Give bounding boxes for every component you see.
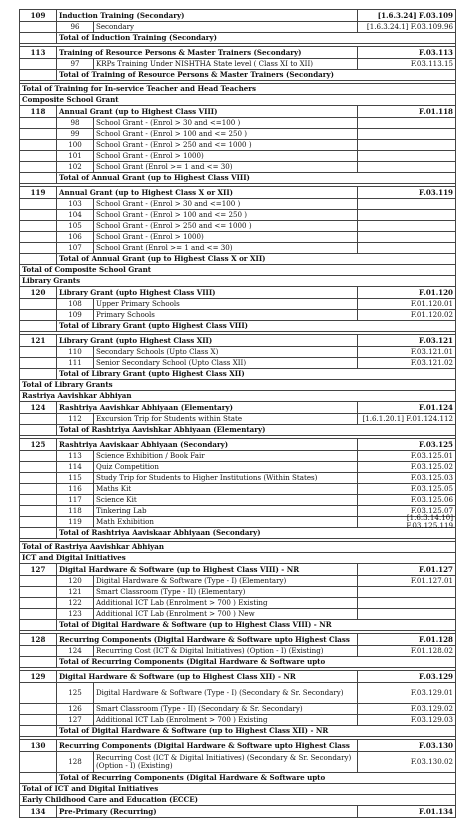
item-row [20, 587, 456, 598]
total-label: Total of Recurring Components (Digital Hardware & Software upto [59, 773, 326, 783]
item-row [20, 140, 456, 151]
section-label: ICT and Digital Initiatives [22, 553, 126, 563]
section-label: Total of Rastriya Aavishkar Abhiyan [22, 542, 165, 552]
item-description: School Grant - (Enrol > 30 and <=100 ) [94, 118, 358, 128]
group-number: 118 [20, 106, 57, 117]
section-label: Composite School Grant [22, 95, 119, 105]
spacer-cell [20, 737, 455, 739]
item-indent [20, 414, 57, 424]
item-code [358, 587, 455, 597]
section-row [20, 84, 456, 95]
item-row [20, 462, 456, 473]
item-row [20, 484, 456, 495]
item-description: Recurring Cost (ICT & Digital Initiatives) (Secondary & Sr. Secondary) (Option - I) (Existing) [94, 752, 358, 772]
total-row [20, 369, 456, 380]
item-number: 108 [57, 299, 94, 309]
group-header-row [20, 671, 456, 683]
item-row [20, 598, 456, 609]
total-indent [20, 173, 57, 183]
group-header-row [20, 10, 456, 22]
item-code [358, 221, 455, 231]
item-number: 121 [57, 587, 94, 597]
item-row [20, 210, 456, 221]
item-row [20, 495, 456, 506]
total-label: Total of Annual Grant (up to Highest Class VIII) [59, 173, 250, 183]
group-code: F.03.125 [419, 439, 453, 449]
item-code [358, 199, 455, 209]
group-title: Library Grant (upto Highest Class VIII) [57, 287, 358, 298]
group-code: F.03.113 [419, 47, 453, 57]
group-header-row [20, 634, 456, 646]
item-description: Quiz Competition [94, 462, 358, 472]
item-code: [1.6.3.14.10] F.03.125.119 [406, 513, 453, 530]
item-indent [20, 59, 57, 69]
item-row [20, 59, 456, 70]
item-indent [20, 118, 57, 128]
item-code [358, 151, 455, 161]
total-indent [20, 657, 57, 667]
item-indent [20, 210, 57, 220]
total-indent [20, 528, 57, 538]
item-description: Smart Classroom (Type - II) (Secondary & Sr. Secondary) [94, 704, 358, 714]
total-row [20, 33, 456, 44]
group-number: 113 [20, 47, 57, 58]
total-indent [20, 33, 57, 43]
item-description: Digital Hardware & Software (Type - I) (Secondary & Sr. Secondary) [94, 683, 358, 703]
item-description: School Grant - (Enrol > 100 and <= 250 ) [94, 129, 358, 139]
item-number: 106 [57, 232, 94, 242]
item-row [20, 151, 456, 162]
item-description: Primary Schools [94, 310, 358, 320]
spacer-cell [20, 668, 455, 670]
item-number: 96 [57, 22, 94, 32]
item-description: Additional ICT Lab (Enrolment > 700 ) New [94, 609, 358, 619]
group-number: 119 [20, 187, 57, 198]
group-header-row [20, 402, 456, 414]
group-code: F.01.134 [419, 806, 453, 816]
item-code [358, 598, 455, 608]
group-number: 120 [20, 287, 57, 298]
group-header-row [20, 806, 456, 818]
group-number: 129 [20, 671, 57, 682]
item-row [20, 704, 456, 715]
item-number: 123 [57, 609, 94, 619]
item-code [358, 140, 455, 150]
item-row [20, 646, 456, 657]
total-label: Total of Induction Training (Secondary) [59, 33, 217, 43]
item-indent [20, 243, 57, 253]
item-row [20, 199, 456, 210]
item-description: School Grant - (Enrol > 100 and <= 250 ) [94, 210, 358, 220]
item-description: Recurring Cost (ICT & Digital Initiatives) (Option - I) (Existing) [94, 646, 358, 656]
item-number: 126 [57, 704, 94, 714]
item-code [358, 243, 455, 253]
item-code: F.03.125.01 [410, 451, 453, 461]
item-code: F.03.121.01 [410, 347, 453, 357]
group-header-row [20, 564, 456, 576]
item-number: 111 [57, 358, 94, 368]
group-number: 127 [20, 564, 57, 575]
item-description: Secondary [94, 22, 358, 32]
item-code [358, 118, 455, 128]
section-row [20, 784, 456, 795]
total-row [20, 254, 456, 265]
item-number: 113 [57, 451, 94, 461]
total-label: Total of Library Grant (upto Highest Class XII) [59, 369, 245, 379]
item-indent [20, 221, 57, 231]
item-indent [20, 683, 57, 703]
item-indent [20, 704, 57, 714]
group-header-row [20, 106, 456, 118]
item-indent [20, 715, 57, 725]
item-code: F.01.120.02 [410, 310, 453, 320]
item-indent [20, 484, 57, 494]
total-label: Total of Rashtriya Aavishkar Abhiyaan (Elementary) [59, 425, 266, 435]
group-number: 124 [20, 402, 57, 413]
section-label: Total of Library Grants [22, 380, 113, 390]
item-indent [20, 140, 57, 150]
group-number: 128 [20, 634, 57, 645]
item-indent [20, 752, 57, 772]
item-description: School Grant - (Enrol > 30 and <=100 ) [94, 199, 358, 209]
item-description: Tinkering Lab [94, 506, 358, 516]
item-code: F.03.125.05 [410, 484, 453, 494]
item-row [20, 299, 456, 310]
total-row [20, 321, 456, 332]
item-row [20, 129, 456, 140]
spacer-cell [20, 332, 455, 334]
item-number: 119 [57, 517, 94, 527]
item-code: F.03.125.03 [410, 473, 453, 483]
section-label: Total of ICT and Digital Initiatives [22, 784, 159, 794]
group-title: Annual Grant (up to Highest Class X or XII) [57, 187, 358, 198]
item-description: School Grant (Enrol >= 1 and <= 30) [94, 162, 358, 172]
item-row [20, 683, 456, 704]
item-indent [20, 347, 57, 357]
item-indent [20, 506, 57, 516]
item-indent [20, 22, 57, 32]
group-number: 134 [20, 806, 57, 817]
group-header-row [20, 740, 456, 752]
item-code: F.03.129.02 [410, 704, 453, 714]
group-title: Rashtriya Aaviskaar Abhiyaan (Secondary) [57, 439, 358, 450]
item-code [358, 162, 455, 172]
item-number: 102 [57, 162, 94, 172]
item-indent [20, 598, 57, 608]
item-code: F.03.121.02 [410, 358, 453, 368]
total-indent [20, 369, 57, 379]
group-code: F.03.121 [419, 335, 453, 345]
total-indent [20, 70, 57, 80]
total-indent [20, 321, 57, 331]
section-row [20, 553, 456, 564]
item-description: School Grant (Enrol >= 1 and <= 30) [94, 243, 358, 253]
group-title: Library Grant (upto Highest Class XII) [57, 335, 358, 346]
item-number: 97 [57, 59, 94, 69]
group-title: Annual Grant (up to Highest Class VIII) [57, 106, 358, 117]
total-label: Total of Library Grant (upto Highest Class VIII) [59, 321, 249, 331]
item-number: 124 [57, 646, 94, 656]
group-title: Digital Hardware & Software (up to Highest Class VIII) - NR [57, 564, 358, 575]
item-number: 103 [57, 199, 94, 209]
section-label: Total of Composite School Grant [22, 265, 152, 275]
item-description: Science Kit [94, 495, 358, 505]
item-row [20, 243, 456, 254]
item-number: 101 [57, 151, 94, 161]
item-description: Senior Secondary School (Upto Class XII) [94, 358, 358, 368]
item-indent [20, 609, 57, 619]
section-row [20, 265, 456, 276]
total-row [20, 425, 456, 436]
group-code: F.03.130 [419, 740, 453, 750]
item-description: Science Exhibition / Book Fair [94, 451, 358, 461]
group-title: Training of Resource Persons & Master Trainers (Secondary) [57, 47, 358, 58]
group-title: Pre-Primary (Recurring) [57, 806, 358, 817]
section-row [20, 380, 456, 391]
item-description: Additional ICT Lab (Enrolment > 700 ) Existing [94, 598, 358, 608]
group-number: 130 [20, 740, 57, 751]
total-indent [20, 254, 57, 264]
spacer-cell [20, 436, 455, 438]
item-description: Math Exhibition [94, 517, 358, 527]
item-indent [20, 199, 57, 209]
section-row [20, 542, 456, 553]
group-code: F.03.119 [419, 187, 453, 197]
item-indent [20, 473, 57, 483]
total-label: Total of Recurring Components (Digital Hardware & Software upto [59, 657, 326, 667]
total-row [20, 726, 456, 737]
group-code: F.01.128 [419, 634, 453, 644]
item-code: F.01.127.01 [410, 576, 453, 586]
item-number: 114 [57, 462, 94, 472]
total-indent [20, 620, 57, 630]
item-number: 115 [57, 473, 94, 483]
group-title: Recurring Components (Digital Hardware & Software upto Highest Class [57, 634, 358, 645]
item-indent [20, 299, 57, 309]
item-number: 116 [57, 484, 94, 494]
item-indent [20, 462, 57, 472]
total-row [20, 173, 456, 184]
total-label: Total of Rashtriya Aaviskaar Abhiyaan (Secondary) [59, 528, 261, 538]
item-code [358, 210, 455, 220]
item-code [358, 232, 455, 242]
item-number: 112 [57, 414, 94, 424]
item-indent [20, 358, 57, 368]
total-label: Total of Digital Hardware & Software (up to Highest Class XII) - NR [59, 726, 329, 736]
item-description: Study Trip for Students to Higher Institutions (Within States) [94, 473, 358, 483]
group-code: F.01.118 [419, 106, 453, 116]
budget-table [19, 9, 456, 818]
total-label: Total of Training of Resource Persons & Master Trainers (Secondary) [59, 70, 334, 80]
item-code: F.03.125.06 [410, 495, 453, 505]
section-label: Early Childhood Care and Education (ECCE) [22, 795, 198, 805]
item-number: 125 [57, 683, 94, 703]
total-row [20, 657, 456, 668]
item-row [20, 162, 456, 173]
item-code: F.03.113.15 [410, 59, 453, 69]
item-row [20, 310, 456, 321]
group-title: Induction Training (Secondary) [57, 10, 358, 21]
item-description: School Grant - (Enrol > 250 and <= 1000 ) [94, 221, 358, 231]
item-row [20, 22, 456, 33]
item-number: 100 [57, 140, 94, 150]
item-indent [20, 517, 57, 527]
group-number: 121 [20, 335, 57, 346]
item-number: 127 [57, 715, 94, 725]
section-label: Library Grants [22, 276, 81, 286]
spacer-cell [20, 44, 455, 46]
item-code: [1.6.1.20.1] F.01.124.112 [362, 414, 453, 424]
item-indent [20, 129, 57, 139]
spacer-cell [20, 539, 455, 541]
total-row [20, 70, 456, 81]
group-number: 125 [20, 439, 57, 450]
group-code: F.01.127 [419, 564, 453, 574]
total-row [20, 620, 456, 631]
item-row [20, 473, 456, 484]
section-row [20, 95, 456, 106]
item-description: School Grant - (Enrol > 1000) [94, 232, 358, 242]
item-code: F.03.129.03 [410, 715, 453, 725]
group-code: F.01.124 [419, 402, 453, 412]
section-row [20, 391, 456, 402]
item-description: Excursion Trip for Students within State [94, 414, 358, 424]
item-description: Digital Hardware & Software (Type - I) (Elementary) [94, 576, 358, 586]
item-row [20, 715, 456, 726]
item-indent [20, 587, 57, 597]
group-title: Digital Hardware & Software (up to Highest Class XII) - NR [57, 671, 358, 682]
group-code: F.03.129 [419, 671, 453, 681]
item-number: 107 [57, 243, 94, 253]
group-code: F.01.120 [419, 287, 453, 297]
item-indent [20, 232, 57, 242]
item-row [20, 221, 456, 232]
spacer-cell [20, 631, 455, 633]
total-indent [20, 425, 57, 435]
spacer-cell [20, 81, 455, 83]
item-indent [20, 162, 57, 172]
group-header-row [20, 335, 456, 347]
total-label: Total of Digital Hardware & Software (up to Highest Class VIII) - NR [59, 620, 332, 630]
item-indent [20, 151, 57, 161]
item-row [20, 358, 456, 369]
item-number: 98 [57, 118, 94, 128]
total-row [20, 528, 456, 539]
total-row [20, 773, 456, 784]
item-code: F.03.129.01 [410, 688, 453, 698]
item-code [358, 609, 455, 619]
total-indent [20, 773, 57, 783]
item-number: 99 [57, 129, 94, 139]
item-code: F.03.125.07 [410, 506, 453, 516]
section-label: Rastriya Aavishkar Abhiyan [22, 391, 132, 401]
group-title: Rashtriya Aavishkar Abhiyaan (Elementary) [57, 402, 358, 413]
item-code: F.01.120.01 [410, 299, 453, 309]
item-row [20, 752, 456, 773]
item-indent [20, 310, 57, 320]
item-indent [20, 576, 57, 586]
item-row [20, 232, 456, 243]
item-indent [20, 495, 57, 505]
group-title: Recurring Components (Digital Hardware & Software upto Highest Class [57, 740, 358, 751]
section-row [20, 276, 456, 287]
item-row [20, 451, 456, 462]
item-number: 109 [57, 310, 94, 320]
spacer-cell [20, 184, 455, 186]
item-code: F.03.125.02 [410, 462, 453, 472]
item-row [20, 513, 456, 530]
item-number: 117 [57, 495, 94, 505]
item-number: 104 [57, 210, 94, 220]
item-number: 120 [57, 576, 94, 586]
item-row [20, 576, 456, 587]
item-number: 122 [57, 598, 94, 608]
item-row [20, 609, 456, 620]
total-indent [20, 726, 57, 736]
section-row [20, 795, 456, 806]
item-row [20, 414, 456, 425]
total-label: Total of Annual Grant (up to Highest Class X or XII) [59, 254, 266, 264]
group-header-row [20, 439, 456, 451]
item-number: 118 [57, 506, 94, 516]
item-number: 105 [57, 221, 94, 231]
item-description: School Grant - (Enrol > 250 and <= 1000 ) [94, 140, 358, 150]
item-number: 128 [57, 752, 94, 772]
item-number: 110 [57, 347, 94, 357]
item-description: Secondary Schools (Upto Class X) [94, 347, 358, 357]
item-code: F.03.130.02 [410, 757, 453, 767]
item-row [20, 347, 456, 358]
group-code: [1.6.3.24] F.03.109 [377, 10, 453, 20]
item-indent [20, 451, 57, 461]
item-row [20, 118, 456, 129]
item-code: F.01.128.02 [410, 646, 453, 656]
group-header-row [20, 47, 456, 59]
item-description: KRPs Training Under NISHTHA State level ( Class XI to XII) [94, 59, 358, 69]
item-description: Maths Kit [94, 484, 358, 494]
item-description: Smart Classroom (Type - II) (Elementary) [94, 587, 358, 597]
item-indent [20, 646, 57, 656]
group-header-row [20, 287, 456, 299]
item-description: Upper Primary Schools [94, 299, 358, 309]
item-description: School Grant - (Enrol > 1000) [94, 151, 358, 161]
item-description: Additional ICT Lab (Enrolment > 700 ) Existing [94, 715, 358, 725]
item-code [358, 129, 455, 139]
group-header-row [20, 187, 456, 199]
item-code: [1.6.3.24.1] F.03.109.96 [366, 22, 453, 32]
group-number: 109 [20, 10, 57, 21]
section-label: Total of Training for In-service Teacher and Head Teachers [22, 84, 256, 94]
